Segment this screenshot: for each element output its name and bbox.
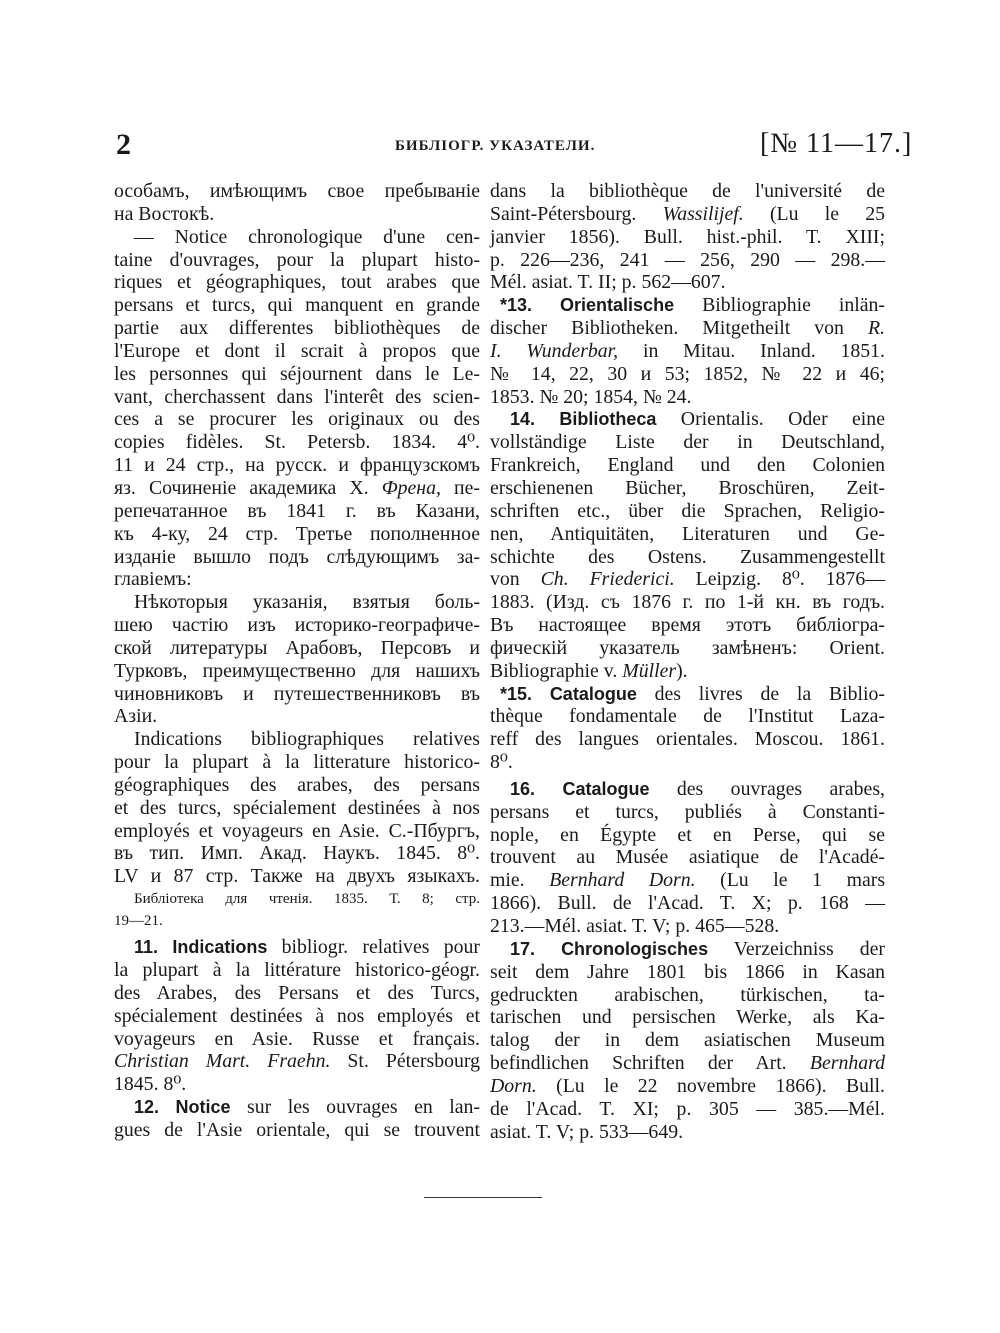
text-line: gedruckten arabischen, türkischen, ta- <box>490 983 885 1006</box>
text-line: Indications bibliographiques relatives <box>134 728 480 751</box>
text-span: (Lu le 1 mars <box>720 869 886 892</box>
text-span: discher Bibliotheken. Mitgetheilt von <box>490 317 844 340</box>
text-span: des livres de la Biblio- <box>654 682 886 705</box>
entry-number: 11. <box>134 937 159 958</box>
text-line: шею частiю изъ историко-географиче- <box>114 614 480 637</box>
text-line <box>490 340 885 363</box>
text-span: St. Pétersbourg <box>347 1050 480 1073</box>
text-line: et des turcs, spécialement destinées à nos <box>114 796 480 819</box>
text-span: (Lu le 22 novembre 1866). Bull. <box>556 1074 885 1097</box>
left-column <box>114 180 480 1142</box>
text-span: Saint-Pétersbourg. <box>490 202 637 225</box>
page-number: 2 <box>116 128 131 161</box>
text-line: ской литературы Арабовъ, Персовъ и <box>114 636 480 659</box>
text-span: befindlichen Schriften der Art. <box>490 1052 787 1075</box>
text-line <box>114 477 480 500</box>
text-line: asiat. T. V; p. 533—649. <box>490 1120 684 1143</box>
text-line: persans et turcs, publiés à Constanti- <box>490 800 885 823</box>
text-line: nen, Antiquitäten, Literaturen und Ge- <box>490 522 885 545</box>
text-line: partie aux differentes bibliothèques de <box>114 317 480 340</box>
text-line: 8⁰. <box>490 751 513 774</box>
author-name: Bernhard Dorn. <box>549 869 696 892</box>
end-rule <box>424 1197 542 1198</box>
entry-number: 16. <box>510 778 536 799</box>
entry-number: 17. <box>510 938 536 959</box>
text-line: dans la bibliothèque de l'université de <box>490 180 885 202</box>
entry-heading: Notice <box>175 1097 231 1118</box>
text-span: (Lu le 25 <box>769 202 885 225</box>
text-line: vant, cherchassent dans l'interêt des scien- <box>114 385 480 408</box>
text-line: seit dem Jahre 1801 bis 1866 in Kasan <box>490 960 885 983</box>
text-span: bibliogr. relatives pour <box>281 936 480 959</box>
text-line: la plupart à la littérature historico-géogr. <box>114 959 480 981</box>
author-name: Wassilijef. <box>662 202 744 225</box>
text-line: talog der in dem asiatischen Museum <box>490 1029 885 1052</box>
text-line: Mél. asiat. T. II; p. 562—607. <box>490 271 726 294</box>
text-line: tarischen und persischen Werke, als Ka- <box>490 1006 885 1029</box>
text-line: de l'Acad. T. XI; p. 305 — 385.—Mél. <box>490 1097 885 1120</box>
entry-heading: Bibliotheca <box>559 409 657 430</box>
text-line: главiемъ: <box>114 568 192 591</box>
text-line: employés et voyageurs en Asie. С.-Пбургъ, <box>114 819 480 842</box>
text-line: reff des langues orientales. Moscou. 1861. <box>490 728 885 751</box>
entry-15 <box>490 683 885 706</box>
text-line: Frankreich, England und den Colonien <box>490 454 885 477</box>
text-line: Азiи. <box>114 705 158 728</box>
text-line: l'Europe et dont il scrait à propos que <box>114 339 480 362</box>
footnote-line: 19—21. <box>114 913 163 930</box>
text-line: janvier 1856). Bull. hist.-phil. T. XIII; <box>490 225 885 248</box>
text-line: 213.—Mél. asiat. T. V; p. 465—528. <box>490 915 780 937</box>
text-line <box>114 1050 480 1073</box>
text-line <box>490 568 885 591</box>
text-line: Турковъ, преимущественно для нашихъ <box>114 659 480 682</box>
running-title: БИБЛIОГР. УКАЗАТЕЛИ. <box>395 138 596 154</box>
text-span: пе- <box>454 476 480 499</box>
text-line: vollständige Liste der in Deutschland, <box>490 431 885 454</box>
text-line: 1845. 8⁰. <box>114 1073 187 1096</box>
text-line: — Notice chronologique d'une cen- <box>134 225 480 248</box>
text-line: thèque fondamentale de l'Institut Laza- <box>490 705 885 728</box>
right-column <box>490 180 885 1143</box>
text-line <box>490 660 885 683</box>
entry-range: [№ 11—17.] <box>760 128 913 159</box>
entry-heading: Catalogue <box>549 683 637 704</box>
text-line: Нѣкоторыя указанiя, взятыя боль- <box>134 591 480 614</box>
text-line: trouvent au Musée asiatique de l'Acadé- <box>490 846 885 869</box>
entry-13 <box>490 294 885 317</box>
text-line: репечатанное въ 1841 г. въ Казани, <box>114 499 480 522</box>
text-line: Въ настоящее время этотъ библiогра- <box>490 614 885 637</box>
text-span: von <box>490 568 520 591</box>
text-line: riques et géographiques, tout arabes que <box>114 271 480 294</box>
text-line: géographiques des arabes, des persans <box>114 773 480 796</box>
text-line: erschienenen Bücher, Broschüren, Zeit- <box>490 476 885 499</box>
text-line: LV и 87 стр. Также на двухъ языкахъ. <box>114 865 480 888</box>
author-name: Christian Mart. Fraehn. <box>114 1050 331 1073</box>
text-line <box>490 1075 885 1098</box>
text-span: des ouvrages arabes, <box>676 777 885 800</box>
entry-heading: Indications <box>172 937 268 958</box>
author-name: Ch. Friederici. <box>540 568 675 591</box>
entry-number: *13. <box>500 295 533 316</box>
text-line <box>490 203 885 226</box>
text-line: ces a se procurer les originaux ou des <box>114 408 480 431</box>
author-name: Müller <box>622 659 677 682</box>
text-span: Leipzig. 8⁰. 1876— <box>695 568 885 591</box>
text-line <box>490 317 885 340</box>
entry-12 <box>114 1096 480 1119</box>
entry-heading: Catalogue <box>562 778 650 799</box>
text-line: изданiе вышло подъ слѣдующимъ за- <box>114 545 480 568</box>
text-line: gues de l'Asie orientale, qui se trouvent <box>114 1118 480 1141</box>
text-line: persans et turcs, qui manquent en grande <box>114 294 480 317</box>
entry-number: 12. <box>134 1097 160 1118</box>
text-span: яз. Сочиненiе академика Х. <box>114 476 369 499</box>
text-span: Verzeichniss der <box>733 937 885 960</box>
text-line: № 14, 22, 30 и 53; 1852, № 22 и 46; <box>490 362 885 385</box>
text-line: p. 226—236, 241 — 256, 290 — 298.— <box>490 248 885 271</box>
author-name: Dorn. <box>490 1074 537 1097</box>
text-span: ). <box>676 659 688 682</box>
text-line: taine d'ouvrages, pour la plupart histo- <box>114 248 480 271</box>
author-name: Bernhard <box>809 1052 885 1075</box>
text-line: особамъ, имѣющимъ свое пребыванiе <box>114 180 480 202</box>
text-line: чиновниковъ и путешественниковъ въ <box>114 682 480 705</box>
text-span: Orientalis. Oder eine <box>680 408 885 431</box>
text-span: sur les ouvrages en lan- <box>247 1096 480 1119</box>
entry-17 <box>490 938 885 961</box>
entry-heading: Orientalische <box>560 295 675 316</box>
author-initial: R. <box>867 317 885 340</box>
entry-16 <box>490 778 885 801</box>
text-line: 1883. (Изд. съ 1876 г. по 1-й кн. въ годъ. <box>490 591 885 614</box>
text-line: les personnes qui séjournent dans le Le- <box>114 362 480 385</box>
text-line <box>490 1052 885 1075</box>
text-line: 11 и 24 стр., на русск. и французскомъ <box>114 454 480 477</box>
entry-14 <box>490 408 885 431</box>
text-line: къ 4-ку, 24 стр. Третье пополненное <box>114 522 480 545</box>
text-span: Bibliographie inlän- <box>702 294 885 317</box>
author-name: I. Wunderbar, <box>490 339 619 362</box>
text-line: schriften etc., über die Sprachen, Religio- <box>490 499 885 522</box>
text-line: на Востокѣ. <box>114 202 215 225</box>
text-line: copies fidèles. St. Petersb. 1834. 4⁰. <box>114 431 480 454</box>
text-line: pour la plupart à la litterature historico- <box>114 751 480 774</box>
footnote-line: Библiотека для чтенiя. 1835. Т. 8; стр. <box>134 891 480 908</box>
text-span: Bibliographie v. <box>490 659 618 682</box>
text-line: schichte des Ostens. Zusammengestellt <box>490 545 885 568</box>
text-line: фическiй указатель замѣненъ: Orient. <box>490 636 885 659</box>
page-header <box>0 128 1000 168</box>
text-line: des Arabes, des Persans et des Turcs, <box>114 981 480 1004</box>
entry-number: *15. <box>500 683 533 704</box>
text-line: voyageurs en Asie. Russe et français. <box>114 1027 480 1050</box>
text-span: in Mitau. Inland. 1851. <box>642 339 885 362</box>
text-line: nople, en Égypte et en Perse, qui se <box>490 823 885 846</box>
text-line: въ тип. Имп. Акад. Наукъ. 1845. 8⁰. <box>114 842 480 865</box>
text-line: 1866). Bull. de l'Acad. T. X; p. 168 — <box>490 892 885 915</box>
entry-number: 14. <box>510 409 536 430</box>
entry-11 <box>114 936 480 959</box>
entry-heading: Chronologisches <box>561 938 709 959</box>
author-name: Френа, <box>381 476 441 499</box>
text-span: mie. <box>490 869 525 892</box>
text-line: spécialement destinées à nos employés et <box>114 1004 480 1027</box>
text-line: 1853. № 20; 1854, № 24. <box>490 385 692 408</box>
text-line <box>490 869 885 892</box>
